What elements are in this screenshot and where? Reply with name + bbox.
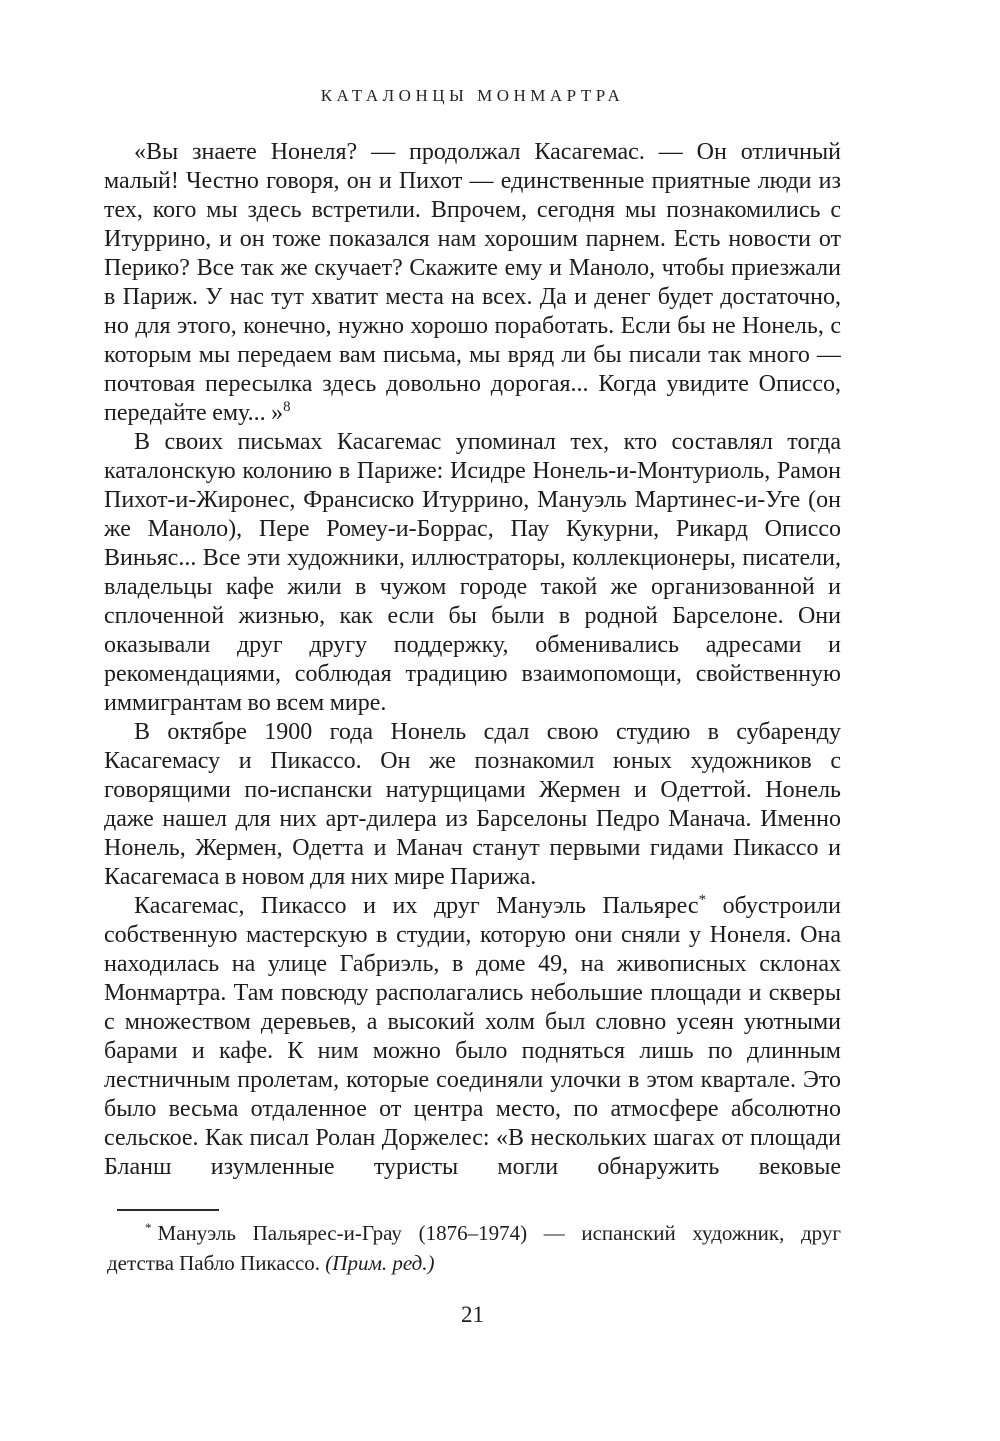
footnote-marker: * xyxy=(145,1220,152,1235)
footnote-body: Мануэль Пальярес-и-Грау (1876–1974) — испанский художник, друг детства Пабло Пикассо. xyxy=(107,1221,841,1275)
page-number: 21 xyxy=(461,1302,484,1327)
body-text xyxy=(104,138,841,1190)
paragraph-3: В октябре 1900 года Нонель сдал свою студию в субаренду Касагемасу и Пикассо. Он же познакомил юных художников с говорящими по-испански натурщицами Жермен и Одеттой. Нонель даже нашел для них арт-дилера из Барселоны Педро Манача. Именно Нонель, Жермен, Одетта и Манач станут первыми гидами Пикассо и Касагемаса в новом для них мире Парижа. xyxy=(104,719,841,890)
paragraph-1-text: «Вы знаете Нонеля? — продолжал Касагемас. — Он отличный малый! Честно говоря, он и Пихот — единственные приятные люди из тех, кого мы здесь встретили. Впрочем, сегодня мы познакомились с Итуррино, и он тоже показался нам хорошим парнем. Есть новости от Перико? Все так же скучает? Скажите ему и Маноло, чтобы приезжали в Париж. У нас тут хватит места на всех. Да и денег будет достаточно, но для этого, конечно, нужно хорошо поработать. Если бы не Нонель, с которым мы передаем вам письма, мы вряд ли бы писали так много — почтовая пересылка здесь довольно дорогая... Когда увидите Описсо, передайте ему... » xyxy=(104,139,841,426)
footnote-text xyxy=(107,1218,841,1278)
paragraph-4-text-before: Касагемас, Пикассо и их друг Мануэль Пальярес xyxy=(134,893,699,919)
footnote-ref-asterisk: * xyxy=(698,892,707,908)
paragraph-4-text-after: обустроили собственную мастерскую в студии, которую они сняли у Нонеля. Она находилась на улице Габриэль, в доме 49, на живописных склонах Монмартра. Там повсюду располагались небольшие площади и скверы с множеством деревьев, а высокий холм был словно усеян уютными барами и кафе. К ним можно было подняться лишь по длинным лестничным пролетам, которые соединяли улочки в этом квартале. Это было весьма отдаленное от центра место, по атмосфере абсолютно сельское. Как писал Ролан Доржелес: «В нескольких шагах от площади Бланш изумленные туристы могли обнаружить вековые xyxy=(104,893,841,1180)
paragraph-4 xyxy=(104,892,841,1182)
paragraph-2: В своих письмах Касагемас упоминал тех, кто составлял тогда каталонскую колонию в Париже: Исидре Нонель-и-Монтуриоль, Рамон Пихот-и-Жиронес, Франсиско Итуррино, Мануэль Мартинес-и-Уге (он же Маноло), Пере Ромеу-и-Боррас, Пау Кукурни, Рикард Описсо Виньяс... Все эти художники, иллюстраторы, коллекционеры, писатели, владельцы кафе жили в чужом городе такой же организованной и сплоченной жизнью, как если бы были в родной Барселоне. Они оказывали друг другу поддержку, обменивались адресами и рекомендациями, соблюдая традицию взаимопомощи, свойственную иммигрантам во всем мире. xyxy=(104,429,841,716)
footnote xyxy=(107,1209,841,1278)
paragraph-1 xyxy=(104,138,841,428)
footnote-ref-8: 8 xyxy=(283,399,291,415)
footnote-separator-rule xyxy=(117,1209,219,1211)
footnote-editor-note: (Прим. ред.) xyxy=(325,1251,435,1275)
running-head: КАТАЛОНЦЫ МОНМАРТРА xyxy=(320,86,625,105)
